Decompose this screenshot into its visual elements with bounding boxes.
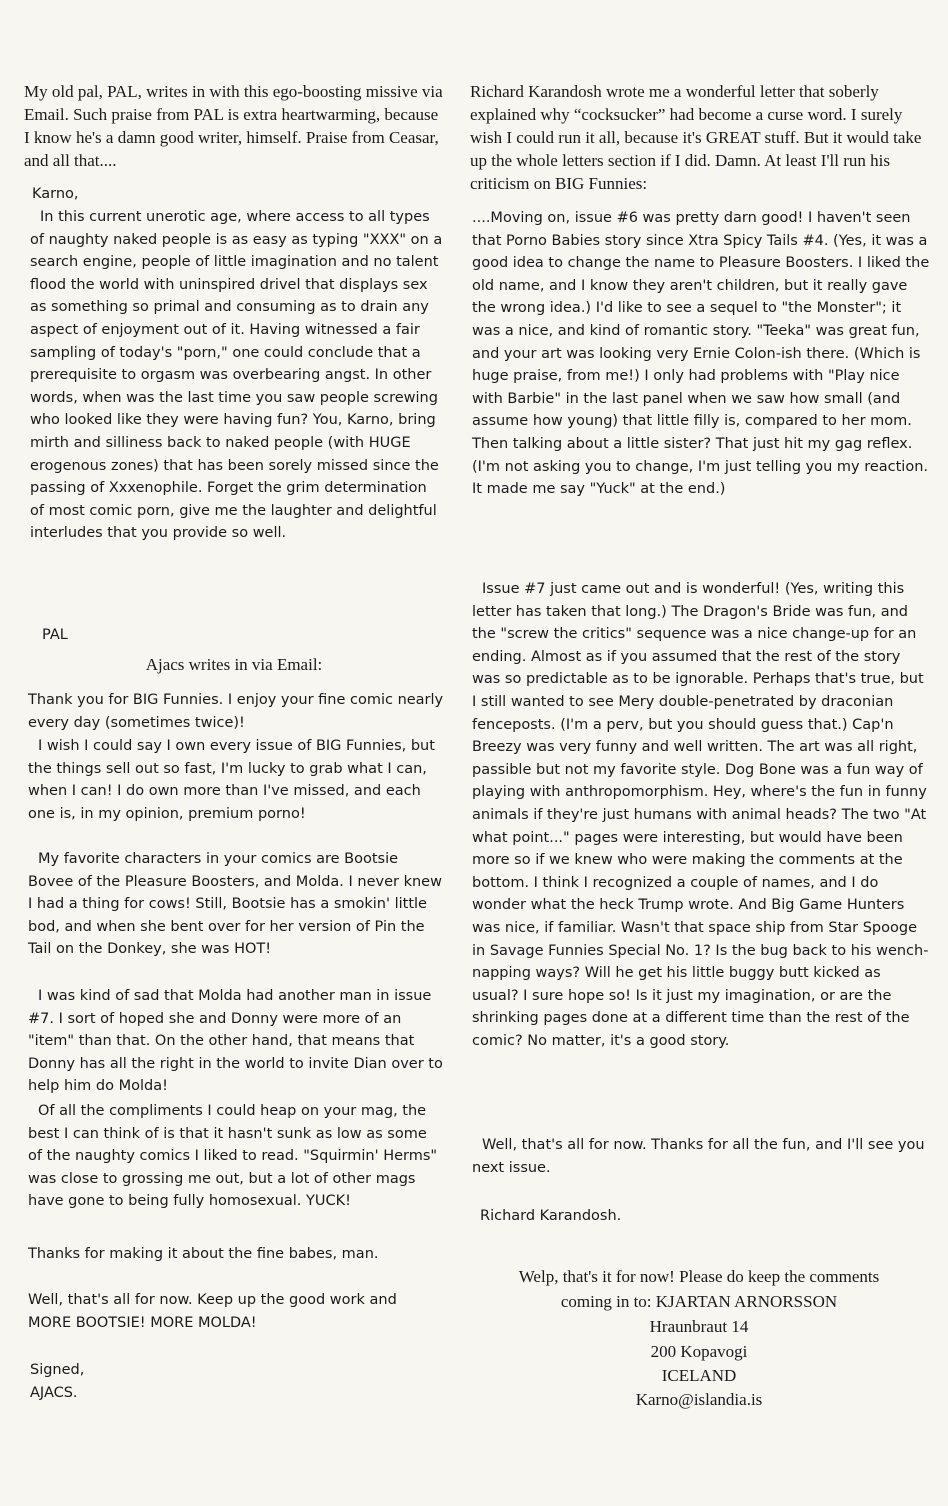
karandosh-intro: Richard Karandosh wrote me a wonderful letter that soberly explained why “cocksucker” had become a curse word. I surely wish I could run it all, because it's GREAT stuff. But it would take up the whole letters section if I did. Damn. At least I'll run his criticism on BIG Funnies:	[470, 82, 922, 193]
pal-salutation: Karno,	[32, 186, 79, 202]
closing-line-2: coming in to: KJARTAN ARNORSSON	[560, 1292, 838, 1311]
ajacs-intro: Ajacs writes in via Email:	[145, 655, 323, 674]
karandosh-signature: Richard Karandosh.	[480, 1208, 622, 1224]
pal-intro: My old pal, PAL, writes in with this ego-boosting missive via Email. Such praise from PAL is extra heartwarming, because I know he's a damn good writer, himself. Praise from Ceasar, and all that....	[24, 82, 443, 170]
karandosh-paragraph-2: Issue #7 just came out and is wonderful! (Yes, writing this letter has taken that long.) The Dragon's Bride was fun, and the "screw the critics" sequence was a nice change-up for an ending. Almost as if you assumed that the rest of the story was so predictable as to be ignorable. Perhaps that's true, but I still wanted to see Mery double-penetrated by draconian fenceposts. (I'm a perv, but you should guess that.) Cap'n Breezy was very funny and well written. The art was all right, passible but not my favorite style. Dog Bone was a fun way of playing with anthropomorphism. Hey, where's the fun in funny animals if they're just humans with animal heads? The two "At what point..." pages were interesting, but would have been more so if we knew who were making the comments at the bottom. I think I recognized a couple of names, and I do wonder what the heck Trump wrote. And Big Game Hunters was nice, if familiar. Wasn't that space ship from Star Spooge in Savage Funnies Special No. 1? Is the bug back to his wench-napping ways? Will he get his little buggy butt kicked as usual? I sure hope so! Is it just my imagination, or are the shrinking pages done at a different time than the rest of the comic? No matter, it's a good story.	[472, 581, 929, 1049]
address-street: Hraunbraut 14	[649, 1317, 749, 1336]
closing-line-1: Welp, that's it for now! Please do keep the comments	[518, 1267, 880, 1286]
ajacs-paragraph-1: Thank you for BIG Funnies. I enjoy your fine comic nearly every day (sometimes twice)!	[28, 692, 444, 731]
pal-signature: PAL	[42, 627, 68, 643]
ajacs-paragraph-6: Thanks for making it about the fine babes, man.	[28, 1246, 379, 1262]
contact-email: Karno@islandia.is	[635, 1390, 763, 1409]
ajacs-paragraph-5: Of all the compliments I could heap on your mag, the best I can think of is that it hasn't sunk as low as some of the naughty comics I liked to read. "Squirmin' Herms" was close to grossing me out, but a lot of other mags have gone to being fully homosexual. YUCK!	[28, 1103, 438, 1210]
address-country: ICELAND	[661, 1366, 737, 1385]
ajacs-name: AJACS.	[30, 1385, 78, 1401]
ajacs-closing: Well, that's all for now. Keep up the good work and MORE BOOTSIE! MORE MOLDA!	[28, 1292, 397, 1331]
address-city: 200 Kopavogi	[650, 1342, 748, 1361]
ajacs-paragraph-2: I wish I could say I own every issue of BIG Funnies, but the things sell out so fast, I'm lucky to grab what I can, when I can! I do own more than I've missed, and each one is, in my opinion, premium porno!	[28, 738, 435, 822]
ajacs-paragraph-3: My favorite characters in your comics are Bootsie Bovee of the Pleasure Boosters, and Molda. I never knew I had a thing for cows! Still, Bootsie has a smokin' little bod, and when she bent over for her version of Pin the Tail on the Donkey, she was HOT!	[28, 851, 442, 958]
karandosh-paragraph-1: ....Moving on, issue #6 was pretty darn good! I haven't seen that Porno Babies story since Xtra Spicy Tails #4. (Yes, it was a good idea to change the name to Pleasure Boosters. I liked the old name, and I know they aren't children, but it really gave the wrong idea.) I'd like to see a sequel to "the Monster"; it was a nice, and kind of romantic story. "Teeka" was great fun, and your art was looking very Ernie Colon-ish there. (Which is huge praise, from me!) I only had problems with "Play nice with Barbie" in the last panel when we saw how small (and assume how young) that little filly is, compared to her mom. Then talking about a little sister? That just hit my gag reflex. (I'm not asking you to change, I'm just telling you my reaction. It made me say "Yuck" at the end.)	[472, 210, 930, 498]
ajacs-signed: Signed,	[30, 1362, 85, 1378]
pal-letter-body: In this current unerotic age, where access to all types of naughty naked people is as easy as typing "XXX" on a search engine, people of little imagination and no talent flood the world with uninspired drivel that displays sex as something so primal and consuming as to drain any aspect of enjoyment out of it. Having witnessed a fair sampling of today's "porn," one could conclude that a prerequisite to orgasm was overbearing angst. In other words, when was the last time you saw people screwing who looked like they were having fun? You, Karno, bring mirth and silliness back to naked people (with HUGE erogenous zones) that has been sorely missed since the passing of Xxxenophile. Forget the grim determination of most comic porn, give me the laughter and delightful interludes that you provide so well.	[30, 209, 443, 542]
karandosh-paragraph-3: Well, that's all for now. Thanks for all the fun, and I'll see you next issue.	[472, 1137, 925, 1176]
ajacs-paragraph-4: I was kind of sad that Molda had another man in issue #7. I sort of hoped she and Donny were more of an "item" than that. On the other hand, that means that Donny has all the right in the world to invite Dian over to help him do Molda!	[28, 988, 443, 1095]
